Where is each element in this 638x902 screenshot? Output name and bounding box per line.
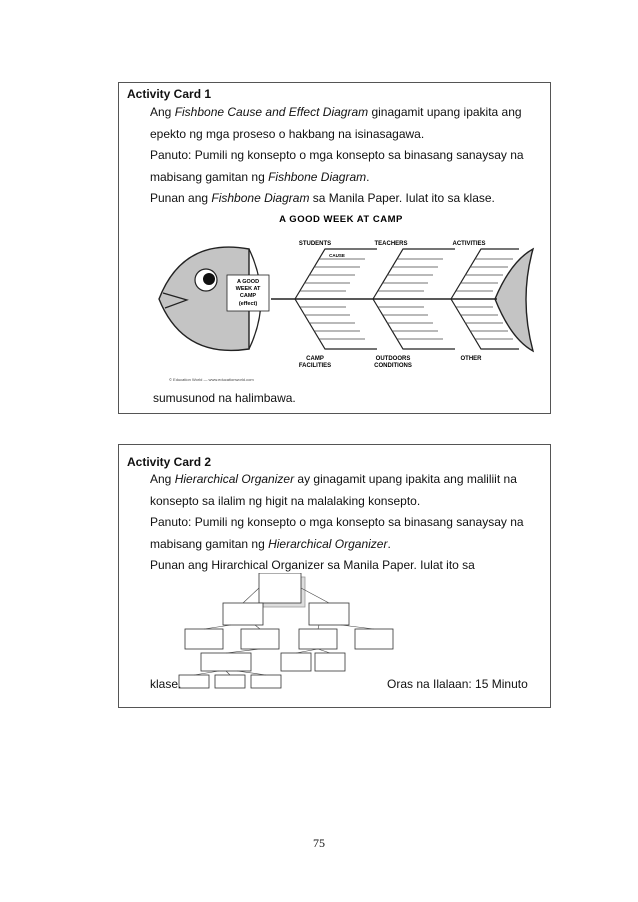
category-label: TEACHERS [374, 241, 408, 247]
text-line: Ang Fishbone Cause and Effect Diagram ginagamit upang ipakita ang [150, 105, 522, 119]
org-box [355, 629, 393, 649]
trailing-text: sumusunod na halimbawa. [153, 391, 296, 405]
effect-label: WEEK AT [235, 286, 261, 292]
time-allotment: Oras na Ilalaan: 15 Minuto [387, 677, 528, 691]
category-label: FACILITIES [298, 363, 332, 369]
category-label: OTHER [460, 356, 482, 362]
effect-label: A GOOD [236, 279, 260, 285]
activity-card-1 [118, 82, 551, 414]
page-number: 75 [313, 836, 325, 850]
category-label: CAMP [306, 356, 324, 362]
text-line: Ang Hierarchical Organizer ay ginagamit upang ipakita ang maliliit na [150, 472, 517, 486]
text-line: mabisang gamitan ng Hierarchical Organizer. [150, 536, 391, 551]
org-box [223, 603, 263, 625]
category-label: ACTIVITIES [452, 241, 486, 247]
fish-tail [495, 249, 533, 351]
rib-lines-upper [300, 259, 513, 291]
diagram-title: A GOOD WEEK AT CAMP [279, 214, 403, 225]
text-line: konsepto sa ilalim ng higit na malalaking konsepto. [150, 493, 421, 508]
card-description [150, 102, 544, 210]
category-label: OUTDOORS [375, 356, 411, 362]
text-line: Punan ang Hirarchical Organizer sa Manila Paper. Iulat ito sa [150, 558, 475, 572]
trailing-text-left: klase. [150, 677, 182, 691]
fishbone-diagram [153, 209, 547, 385]
diagram-credit: © Education World — www.educationworld.com [169, 377, 254, 382]
effect-label: CAMP [239, 293, 257, 299]
cause-label: CAUSE [329, 253, 345, 258]
text-line: epekto ng mga proseso o hakbang na isinasagawa. [150, 126, 425, 141]
org-box [241, 629, 279, 649]
org-box [201, 653, 251, 671]
org-box [281, 653, 311, 671]
activity-card-2 [118, 444, 551, 708]
org-box [315, 653, 345, 671]
bone-lower [373, 299, 455, 349]
rib-lines-lower [300, 307, 513, 339]
text-line: mabisang gamitan ng Fishbone Diagram. [150, 169, 370, 184]
card-title: Activity Card 2 [127, 455, 212, 469]
org-box-root [259, 573, 301, 603]
category-label: CONDITIONS [374, 363, 412, 369]
text-line: Panuto: Pumili ng konsepto o mga konsepto sa binasang sanaysay na [150, 515, 524, 529]
fish-pupil [203, 273, 215, 285]
bone-lower [295, 299, 377, 349]
card-description [150, 469, 544, 577]
org-box [309, 603, 349, 625]
text-line: Panuto: Pumili ng konsepto o mga konsepto sa binasang sanaysay na [150, 148, 524, 162]
effect-label: (effect) [238, 301, 258, 307]
category-label: STUDENTS [298, 241, 332, 247]
text-line: Punan ang Fishbone Diagram sa Manila Paper. Iulat ito sa klase. [150, 191, 495, 205]
bone-upper [373, 249, 455, 299]
org-box [299, 629, 337, 649]
org-box [185, 629, 223, 649]
card-title: Activity Card 1 [127, 87, 212, 101]
